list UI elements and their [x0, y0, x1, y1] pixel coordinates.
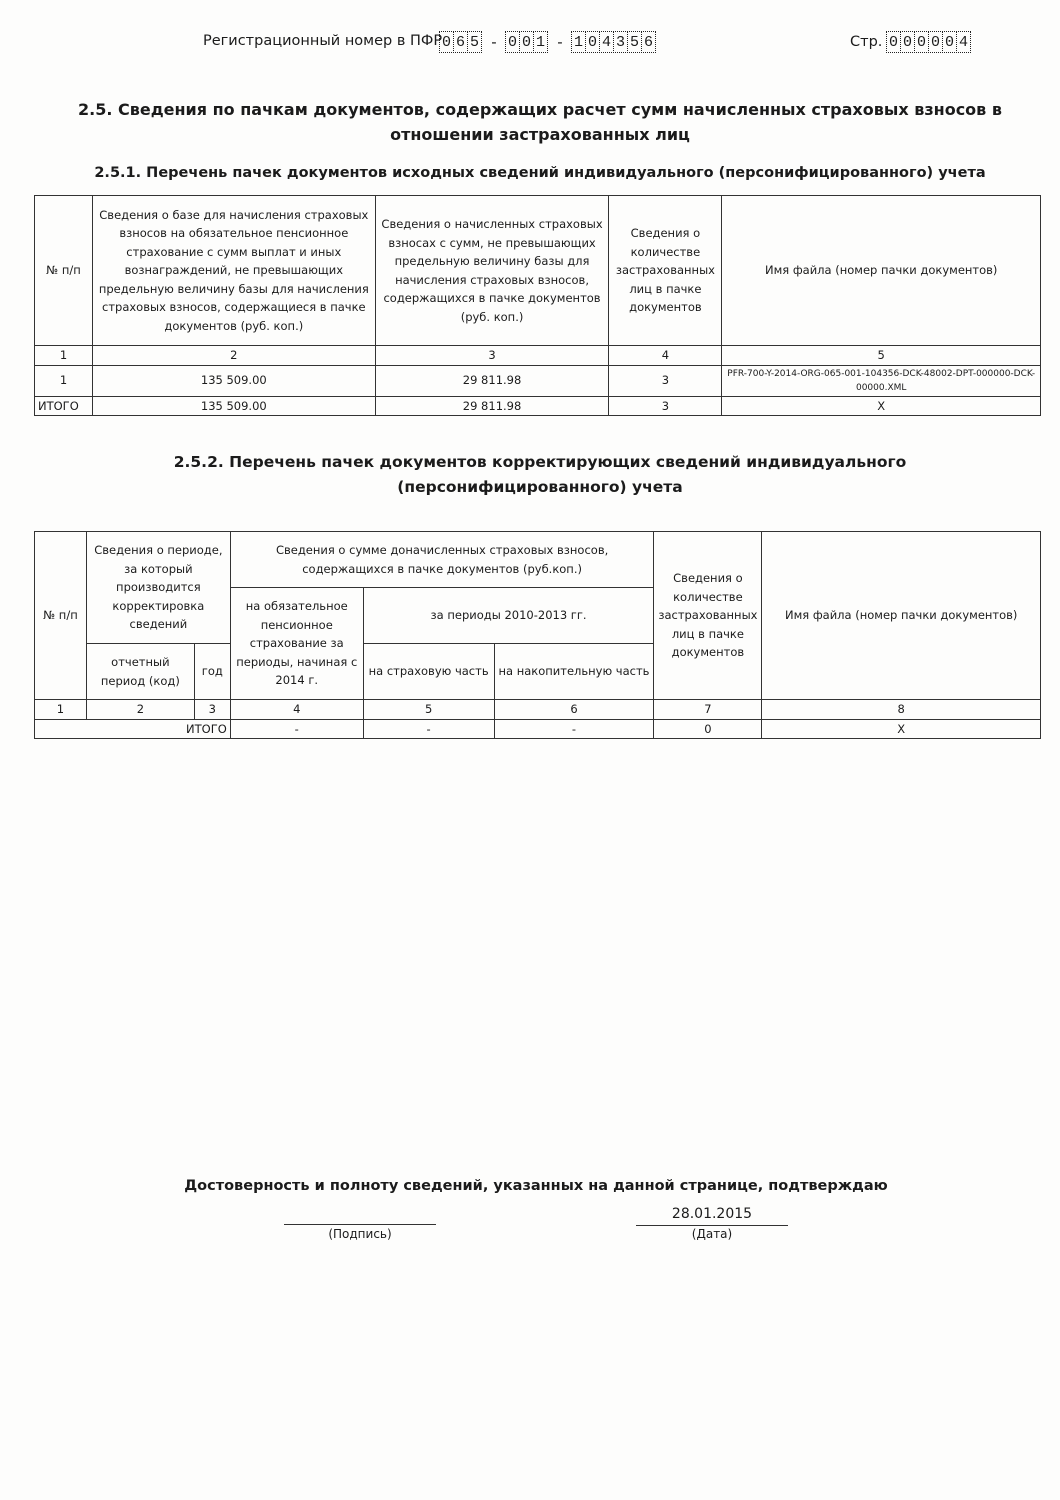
- original-packs-table: [34, 195, 1041, 416]
- row-count: 3: [609, 365, 722, 396]
- signature-line: [284, 1224, 436, 1225]
- total-file: X: [722, 396, 1041, 416]
- col-number: 6: [494, 700, 654, 720]
- table-header-row: [35, 532, 1041, 588]
- col-number: 5: [722, 346, 1041, 366]
- date-line: [636, 1225, 788, 1226]
- row-number: 1: [35, 365, 93, 396]
- header-cell: на страховую часть: [363, 644, 494, 700]
- table-header-row: [35, 196, 1041, 346]
- header-cell: Сведения о базе для начисления страховых взносов на обязательное пенсионное страхование с сумм выплат и иных вознаграждений, не превышающих предельную величину базы для начисления страховых взносов, содержащиеся в пачке документов (руб. коп.): [92, 196, 375, 346]
- col-number: 7: [654, 700, 762, 720]
- total-row: [35, 396, 1041, 416]
- signature-label: (Подпись): [328, 1227, 392, 1241]
- reg-group-2: [506, 31, 548, 53]
- header-cell: год: [194, 644, 230, 700]
- total-row: [35, 719, 1041, 739]
- header-cell: отчетный период (код): [86, 644, 194, 700]
- col-number: 4: [609, 346, 722, 366]
- reg-digit: 0: [439, 31, 454, 53]
- row-base: 135 509.00: [92, 365, 375, 396]
- reg-digit: 0: [519, 31, 534, 53]
- page-digit: 4: [956, 31, 971, 53]
- col-number: 1: [35, 346, 93, 366]
- section-2-5-2-title: 2.5.2. Перечень пачек документов корректирующих сведений индивидуального (персонифицированного) учета: [173, 453, 907, 496]
- reg-digit: 0: [585, 31, 600, 53]
- col-number: 3: [375, 346, 609, 366]
- row-contrib: 29 811.98: [375, 365, 609, 396]
- section-2-5-title: 2.5. Сведения по пачкам документов, содержащих расчет сумм начисленных страховых взносов в отношении застрахованных лиц: [78, 100, 1002, 144]
- header-cell: Сведения о начисленных страховых взносах с сумм, не превышающих предельную величину базы для начисления страховых взносов, содержащихся в пачке документов (руб. коп.): [375, 196, 609, 346]
- header-cell: Сведения о количестве застрахованных лиц в пачке документов: [654, 532, 762, 700]
- header-cell: Имя файла (номер пачки документов): [722, 196, 1041, 346]
- header-cell: за периоды 2010-2013 гг.: [363, 588, 654, 644]
- reg-digit: 0: [505, 31, 520, 53]
- reg-digit: 3: [613, 31, 628, 53]
- page-label: Стр.: [850, 34, 883, 50]
- header-cell: Сведения о сумме доначисленных страховых взносов, содержащихся в пачке документов (руб.коп.): [230, 532, 654, 588]
- total-label: ИТОГО: [35, 396, 93, 416]
- header-cell: Сведения о количестве застрахованных лиц в пачке документов: [609, 196, 722, 346]
- corrective-packs-table: [34, 531, 1041, 739]
- col-number: 2: [92, 346, 375, 366]
- total-insurance: -: [363, 719, 494, 739]
- total-sum-2014: -: [230, 719, 363, 739]
- header-cell: Сведения о периоде, за который производится корректировка сведений: [86, 532, 230, 644]
- column-number-row: [35, 346, 1041, 366]
- page-digit: 0: [928, 31, 943, 53]
- total-count: 0: [654, 719, 762, 739]
- col-number: 1: [35, 700, 87, 720]
- date-value: 28.01.2015: [671, 1206, 753, 1222]
- col-number: 4: [230, 700, 363, 720]
- row-file-name: PFR-700-Y-2014-ORG-065-001-104356-DCK-48002-DPT-000000-DCK-00000.XML: [722, 365, 1041, 396]
- header-cell: № п/п: [35, 532, 87, 700]
- section-2-5-1-title: 2.5.1. Перечень пачек документов исходных сведений индивидуального (персонифицированного) учета: [94, 165, 986, 181]
- total-accumulative: -: [494, 719, 654, 739]
- reg-digit: 1: [533, 31, 548, 53]
- column-number-row: [35, 700, 1041, 720]
- page-digit: 0: [886, 31, 901, 53]
- reg-digit: 4: [599, 31, 614, 53]
- reg-separator: -: [491, 33, 497, 51]
- page-digit: 0: [914, 31, 929, 53]
- page-digit: 0: [942, 31, 957, 53]
- page-number-cells: [887, 31, 971, 53]
- reg-group-1: [440, 31, 482, 53]
- reg-group-3: [572, 31, 656, 53]
- reg-digit: 5: [467, 31, 482, 53]
- col-number: 8: [762, 700, 1041, 720]
- confirmation-text: Достоверность и полноту сведений, указанных на данной странице, подтверждаю: [184, 1178, 888, 1194]
- total-contrib: 29 811.98: [375, 396, 609, 416]
- table-row: [35, 365, 1041, 396]
- total-count: 3: [609, 396, 722, 416]
- col-number: 3: [194, 700, 230, 720]
- reg-digit: 6: [641, 31, 656, 53]
- header-cell: на обязательное пенсионное страхование за периоды, начиная с 2014 г.: [230, 588, 363, 700]
- col-number: 5: [363, 700, 494, 720]
- date-label: (Дата): [691, 1227, 733, 1241]
- total-file: X: [762, 719, 1041, 739]
- header-cell: на накопительную часть: [494, 644, 654, 700]
- header-cell: № п/п: [35, 196, 93, 346]
- col-number: 2: [86, 700, 194, 720]
- reg-separator: -: [557, 33, 563, 51]
- reg-digit: 5: [627, 31, 642, 53]
- reg-digit: 1: [571, 31, 586, 53]
- reg-digit: 6: [453, 31, 468, 53]
- header-cell: Имя файла (номер пачки документов): [762, 532, 1041, 700]
- page-digit: 0: [900, 31, 915, 53]
- reg-number-cells: [440, 31, 656, 53]
- total-base: 135 509.00: [92, 396, 375, 416]
- reg-number-label: Регистрационный номер в ПФР: [203, 33, 443, 49]
- total-label: ИТОГО: [35, 719, 231, 739]
